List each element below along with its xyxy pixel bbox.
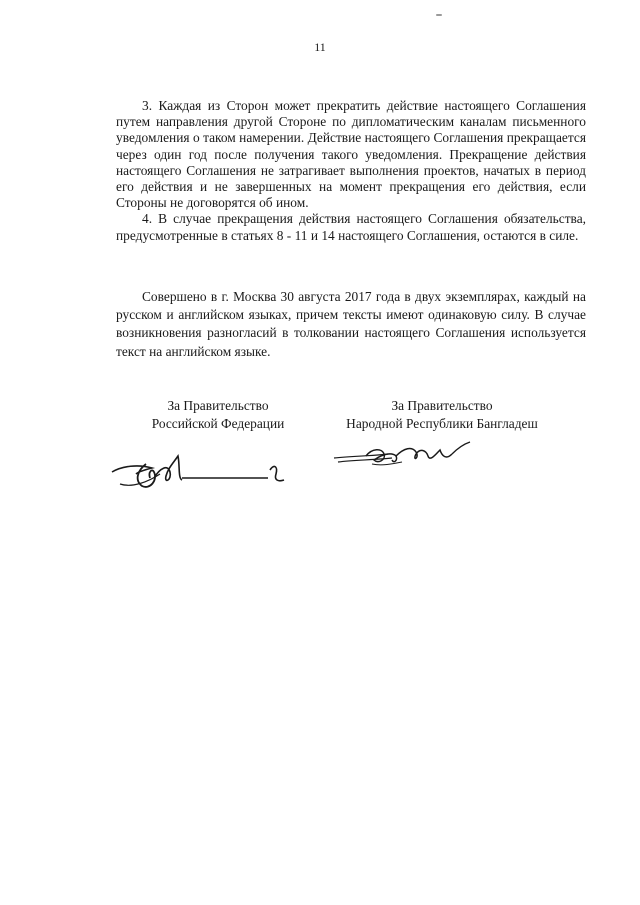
closing-paragraph: Совершено в г. Москва 30 августа 2017 года в двух экземплярах, каждый на русском и английском языках, причем тексты имеют одинаковую силу. В случае возникновения разногласий в толковании настоящего Соглашения используется текст на английском языке. [116,289,586,359]
signatory-bangladesh-line1: За Правительство [391,398,493,413]
signatory-russia [108,397,328,433]
paragraph-4: 4. В случае прекращения действия настоящего Соглашения обязательства, предусмотренные в статьях 8 - 11 и 14 настоящего Соглашения, остаются в силе. [116,211,586,243]
page-number: 11 [314,40,326,54]
signature-russia [108,450,308,500]
signatory-russia-line1: За Правительство [167,398,269,413]
signatory-bangladesh [332,397,552,433]
signature-bangladesh [332,440,502,474]
signatory-bangladesh-line2: Народной Республики Бангладеш [346,416,538,431]
closing-section [116,288,586,361]
signatory-russia-line2: Российской Федерации [151,416,285,431]
article-section [116,98,586,244]
scan-artifact [436,14,442,16]
paragraph-3: 3. Каждая из Сторон может прекратить действие настоящего Соглашения путем направления другой Стороне по дипломатическим каналам письменного уведомления о таком намерении. Действие настоящего Соглашения прекращается через один год после получения такого уведомления. Прекращение действия настоящего Соглашения не затрагивает выполнения проектов, начатых в период его действия и не завершенных на момент прекращения его действия, если Стороны не договорятся об ином. [116,98,586,211]
